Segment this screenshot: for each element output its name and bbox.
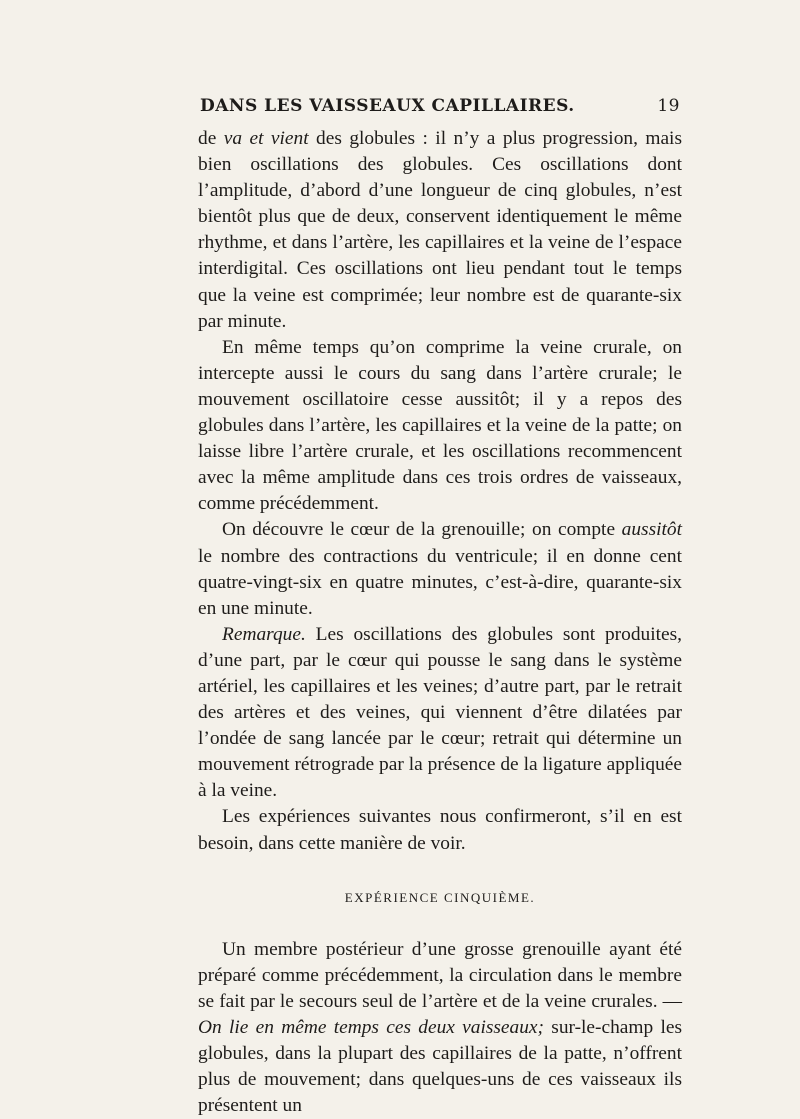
page-header [200, 96, 680, 122]
page-number: 19 [657, 96, 680, 116]
running-title: DANS LES VAISSEAUX CAPILLAIRES. [200, 96, 575, 116]
paragraph-6 [198, 937, 682, 1119]
paragraph-1 [198, 126, 682, 335]
italic-run: va et vient [223, 128, 309, 149]
text-run: le nombre des contractions du ventricule; il en donne cent quatre-vingt-six en quatre minutes, c’est-à-dire, quarante-six en une minute. [198, 545, 682, 619]
text-run: En même temps qu’on comprime la veine crurale, on intercepte aussi le cours du sang dans l’artère crurale; le mouvement oscillatoire cesse aussitôt; il y a repos des globules dans l’artère, les capillaires et la veine de la patte; on laisse libre l’artère crurale, et les oscillations recommencent avec la même amplitude dans ces trois ordres de vaisseaux, comme précédemment. [198, 336, 682, 515]
italic-run: aussitôt [621, 519, 682, 541]
paragraph-3 [198, 517, 682, 621]
text-run: Les oscillations des globules sont produites, d’une part, par le cœur qui pousse le sang dans le système artériel, les capillaires et les veines; d’autre part, par le retrait des artères et des veines, qui viennent d’être dilatées par l’ondée de sang lancée par le cœur; retrait qui détermine un mouvement rétrograde par la présence de la ligature appliquée à la veine. [198, 623, 682, 802]
text-run: sur-le-champ les globules, dans la plupart des capillaires de la patte, n’offrent plus de mouvement; dans quelques-uns de ces vaisseaux ils présentent un [198, 1017, 683, 1117]
text-run: On découvre le cœur de la grenouille; on compte [222, 519, 622, 541]
body-text [198, 126, 682, 1119]
italic-run: On lie en même temps ces deux vaisseaux; [198, 1017, 544, 1038]
text-run: Un membre postérieur d’une grosse grenouille ayant été préparé comme précédemment, la circulation dans le membre se fait par le secours seul de l’artère et de la veine crurales. — [198, 938, 682, 1012]
text-run: des globules : il n’y a plus progression, mais bien oscillations des globules. Ces oscillations dont l’amplitude, d’abord d’une longueur de cinq globules, n’est bientôt plus que de deux, conservent identiquement le même rhythme, et dans l’artère, les capillaires et la veine de l’espace interdigital. Ces oscillations ont lieu pendant tout le temps que la veine est comprimée; leur nombre est de quarante-six par minute. [198, 128, 682, 332]
italic-run: Remarque. [222, 623, 306, 645]
text-run: de [198, 128, 224, 149]
text-run: Les expériences suivantes nous confirmeront, s’il en est besoin, dans cette manière de voir. [198, 806, 682, 854]
paragraph-4 [198, 622, 682, 805]
paragraph-5 [198, 804, 682, 856]
paragraph-2 [198, 335, 682, 518]
section-heading: EXPÉRIENCE CINQUIÈME. [344, 889, 536, 905]
